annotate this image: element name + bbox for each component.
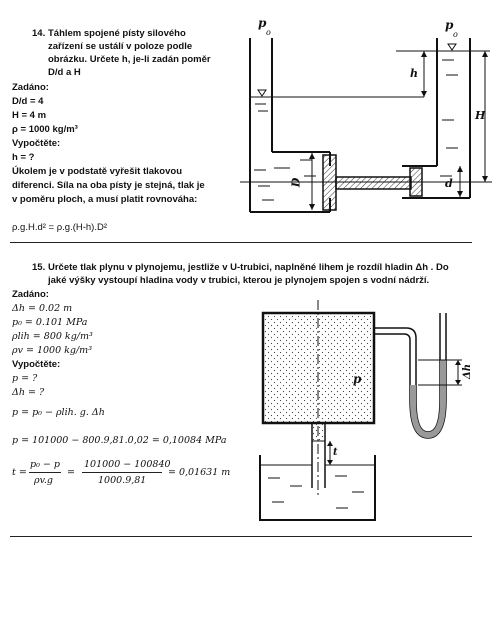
problem-15-compute-2: Δh = ?	[12, 387, 45, 398]
p0-right-subscript: o	[453, 30, 458, 39]
tank-water-dashes	[268, 476, 364, 508]
problem-14-given-1: D/d = 4	[12, 96, 44, 107]
problem-14-statement-line-4: D/d a H	[48, 67, 81, 78]
problem-15-statement-line-1: Určete tlak plynu v plynojemu, jestliže v U-trubici, naplněné lihem je rozdíl hladin Δh . Do	[48, 262, 449, 273]
eq3-den1: ρv.g	[34, 475, 53, 486]
p0-left-subscript: o	[266, 28, 271, 37]
problem-14-statement-line-1: Táhlem spojené písty silového	[48, 28, 186, 39]
problem-14-compute-1: h = ?	[12, 152, 35, 163]
problem-15-compute-1: p = ?	[12, 373, 38, 384]
problem-14-statement-line-3: obrázku. Určete h, je-li zadán poměr	[48, 54, 211, 65]
problem-14-statement-line-2: zařízení se ustálí v poloze podle	[48, 41, 193, 52]
eq3-num1: p₀ − p	[30, 459, 60, 470]
problem-15-given-4: ρv = 1000 kg/m³	[12, 345, 93, 356]
separator-2	[10, 536, 472, 537]
p-label: p	[353, 372, 362, 386]
eq3-result: = 0,01631 m	[168, 467, 231, 478]
problem-14-given-heading: Zadáno:	[12, 82, 49, 93]
problem-15-compute-heading: Vypočtěte:	[12, 359, 61, 370]
eq3-num2: 101000 − 100840	[84, 459, 171, 470]
connecting-pipe	[374, 328, 416, 400]
problem-15-given-1: Δh = 0.02 m	[12, 303, 73, 314]
problem-15-eq2: p = 101000 − 800.9,81.0,02 = 0,10084 MPa	[12, 435, 227, 446]
problem-15-given-2: p₀ = 0.101 MPa	[12, 317, 88, 328]
D-label: D	[289, 177, 303, 188]
eq3-equals: =	[67, 467, 75, 478]
problem-15-given-3: ρlih = 800 kg/m³	[12, 331, 93, 342]
problem-14-compute-heading: Vypočtěte:	[12, 138, 61, 149]
t-label: t	[333, 447, 338, 458]
problem-14-task-line-3: v poměru ploch, a musí platit rovnováha:	[12, 194, 198, 205]
p0-right-label: p	[445, 18, 454, 32]
problem-14-task-line-2: diferenci. Síla na oba písty je stejná, tlak je	[12, 180, 205, 191]
h-label: h	[410, 67, 418, 80]
problem-14-task-line-1: Úkolem je v podstatě vyřešit tlakovou	[12, 166, 183, 177]
problem-14-equation: ρ.g.H.d² = ρ.g.(H-h).D²	[12, 222, 108, 233]
eq3-den2: 1000.9,81	[98, 475, 147, 486]
problem-15-eq3-lhs: t =	[12, 467, 27, 478]
d-label: d	[445, 177, 453, 190]
problem-15-given-heading: Zadáno:	[12, 289, 49, 300]
p0-left-label: p	[258, 16, 267, 30]
problem-15-statement-line-2: jaké výšky vystoupí hladina vody v trubici, kterou je plynojem spojen s vodní nádrží.	[48, 275, 430, 286]
problem-14-given-3: ρ = 1000 kg/m³	[12, 124, 78, 135]
problem-14-number: 14.	[32, 28, 46, 39]
H-label: H	[475, 109, 486, 122]
problem-14-given-2: H = 4 m	[12, 110, 47, 121]
dh-label: Δh	[462, 363, 474, 380]
problem-15-eq1: p = p₀ − ρlih. g. Δh	[12, 407, 105, 418]
problem-15-number: 15.	[32, 262, 46, 273]
